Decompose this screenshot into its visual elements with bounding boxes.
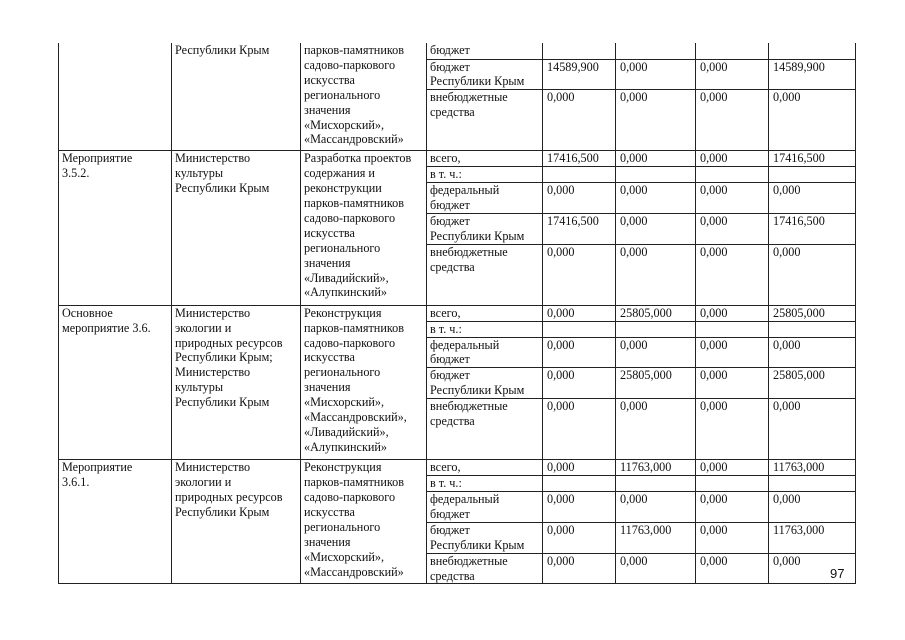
amount-cell-3: 0,000 [696,151,769,167]
amount-cell-4 [769,476,856,492]
amount-cell-4 [769,43,856,59]
description-cell: Разработка проектов содержания и реконструкции парков-памятников садово-паркового искусства регионального значения «Ливадийский», «Алупкинский» [301,151,427,305]
funding-source-cell: федеральный бюджет [427,183,543,214]
amount-cell-2: 0,000 [616,183,696,214]
amount-cell-2: 0,000 [616,213,696,244]
amount-cell-2: 0,000 [616,492,696,523]
amount-cell-4 [769,167,856,183]
amount-cell-1: 0,000 [543,460,616,476]
amount-cell-3 [696,321,769,337]
amount-cell-2: 0,000 [616,151,696,167]
amount-cell-2: 25805,000 [616,305,696,321]
amount-cell-1: 0,000 [543,337,616,368]
measure-cell [59,43,172,151]
amount-cell-4: 0,000 [769,244,856,305]
amount-cell-3: 0,000 [696,90,769,151]
amount-cell-1: 17416,500 [543,213,616,244]
funding-source-cell: всего, [427,460,543,476]
measure-cell: Мероприятие 3.5.2. [59,151,172,305]
amount-cell-1 [543,321,616,337]
amount-cell-3: 0,000 [696,492,769,523]
amount-cell-3: 0,000 [696,337,769,368]
amount-cell-4: 0,000 [769,492,856,523]
measure-cell: Мероприятие 3.6.1. [59,460,172,584]
funding-source-cell: бюджет Республики Крым [427,368,543,399]
amount-cell-1: 0,000 [543,492,616,523]
amount-cell-2: 11763,000 [616,522,696,553]
amount-cell-1: 0,000 [543,305,616,321]
amount-cell-1: 14589,900 [543,59,616,90]
funding-source-cell: бюджет [427,43,543,59]
amount-cell-2 [616,321,696,337]
amount-cell-3: 0,000 [696,522,769,553]
amount-cell-4: 25805,000 [769,368,856,399]
funding-source-cell: в т. ч.: [427,167,543,183]
amount-cell-4 [769,321,856,337]
amount-cell-1: 17416,500 [543,151,616,167]
table-row [59,151,856,167]
funding-source-cell: федеральный бюджет [427,492,543,523]
page-number: 97 [830,566,845,581]
amount-cell-1: 0,000 [543,183,616,214]
amount-cell-3 [696,167,769,183]
executor-cell: Республики Крым [172,43,301,151]
executor-cell: Министерство экологии и природных ресурсов Республики Крым [172,460,301,584]
amount-cell-3: 0,000 [696,368,769,399]
amount-cell-2: 11763,000 [616,460,696,476]
amount-cell-2: 25805,000 [616,368,696,399]
description-cell: парков-памятников садово-паркового искусства регионального значения «Мисхорский», «Массандровский» [301,43,427,151]
amount-cell-3: 0,000 [696,213,769,244]
description-cell: Реконструкция парков-памятников садово-паркового искусства регионального значения «Мисхорский», «Массандровский», «Ливадийский», «Алупкинский» [301,305,427,459]
amount-cell-1: 0,000 [543,522,616,553]
amount-cell-4: 17416,500 [769,151,856,167]
amount-cell-2: 0,000 [616,90,696,151]
amount-cell-1: 0,000 [543,90,616,151]
funding-source-cell: внебюджетные средства [427,399,543,460]
amount-cell-2: 0,000 [616,553,696,584]
executor-cell: Министерство культуры Республики Крым [172,151,301,305]
amount-cell-4: 11763,000 [769,460,856,476]
amount-cell-3 [696,43,769,59]
amount-cell-1 [543,167,616,183]
funding-source-cell: внебюджетные средства [427,244,543,305]
table-row [59,460,856,476]
amount-cell-4: 11763,000 [769,522,856,553]
amount-cell-2 [616,43,696,59]
funding-source-cell: в т. ч.: [427,321,543,337]
executor-cell: Министерство экологии и природных ресурсов Республики Крым; Министерство культуры Республики Крым [172,305,301,459]
amount-cell-2 [616,167,696,183]
amount-cell-4: 17416,500 [769,213,856,244]
funding-source-cell: бюджет Республики Крым [427,59,543,90]
funding-source-cell: в т. ч.: [427,476,543,492]
funding-source-cell: бюджет Республики Крым [427,522,543,553]
amount-cell-1: 0,000 [543,553,616,584]
amount-cell-4: 0,000 [769,553,856,584]
amount-cell-3: 0,000 [696,305,769,321]
amount-cell-2 [616,476,696,492]
table-row [59,305,856,321]
measure-cell: Основное мероприятие 3.6. [59,305,172,459]
amount-cell-4: 0,000 [769,337,856,368]
amount-cell-4: 0,000 [769,399,856,460]
amount-cell-1 [543,43,616,59]
amount-cell-2: 0,000 [616,244,696,305]
amount-cell-3: 0,000 [696,553,769,584]
amount-cell-1: 0,000 [543,244,616,305]
amount-cell-3: 0,000 [696,183,769,214]
funding-source-cell: бюджет Республики Крым [427,213,543,244]
amount-cell-2: 0,000 [616,59,696,90]
funding-table [58,43,856,584]
amount-cell-1 [543,476,616,492]
funding-source-cell: внебюджетные средства [427,90,543,151]
amount-cell-4: 14589,900 [769,59,856,90]
funding-source-cell: всего, [427,305,543,321]
amount-cell-3: 0,000 [696,460,769,476]
amount-cell-3 [696,476,769,492]
funding-source-cell: внебюджетные средства [427,553,543,584]
description-cell: Реконструкция парков-памятников садово-паркового искусства регионального значения «Мисхорский», «Массандровский» [301,460,427,584]
amount-cell-1: 0,000 [543,368,616,399]
amount-cell-2: 0,000 [616,399,696,460]
funding-source-cell: всего, [427,151,543,167]
amount-cell-4: 0,000 [769,183,856,214]
table-row [59,43,856,59]
amount-cell-2: 0,000 [616,337,696,368]
funding-source-cell: федеральный бюджет [427,337,543,368]
amount-cell-4: 0,000 [769,90,856,151]
amount-cell-3: 0,000 [696,244,769,305]
amount-cell-3: 0,000 [696,59,769,90]
amount-cell-4: 25805,000 [769,305,856,321]
amount-cell-1: 0,000 [543,399,616,460]
amount-cell-3: 0,000 [696,399,769,460]
